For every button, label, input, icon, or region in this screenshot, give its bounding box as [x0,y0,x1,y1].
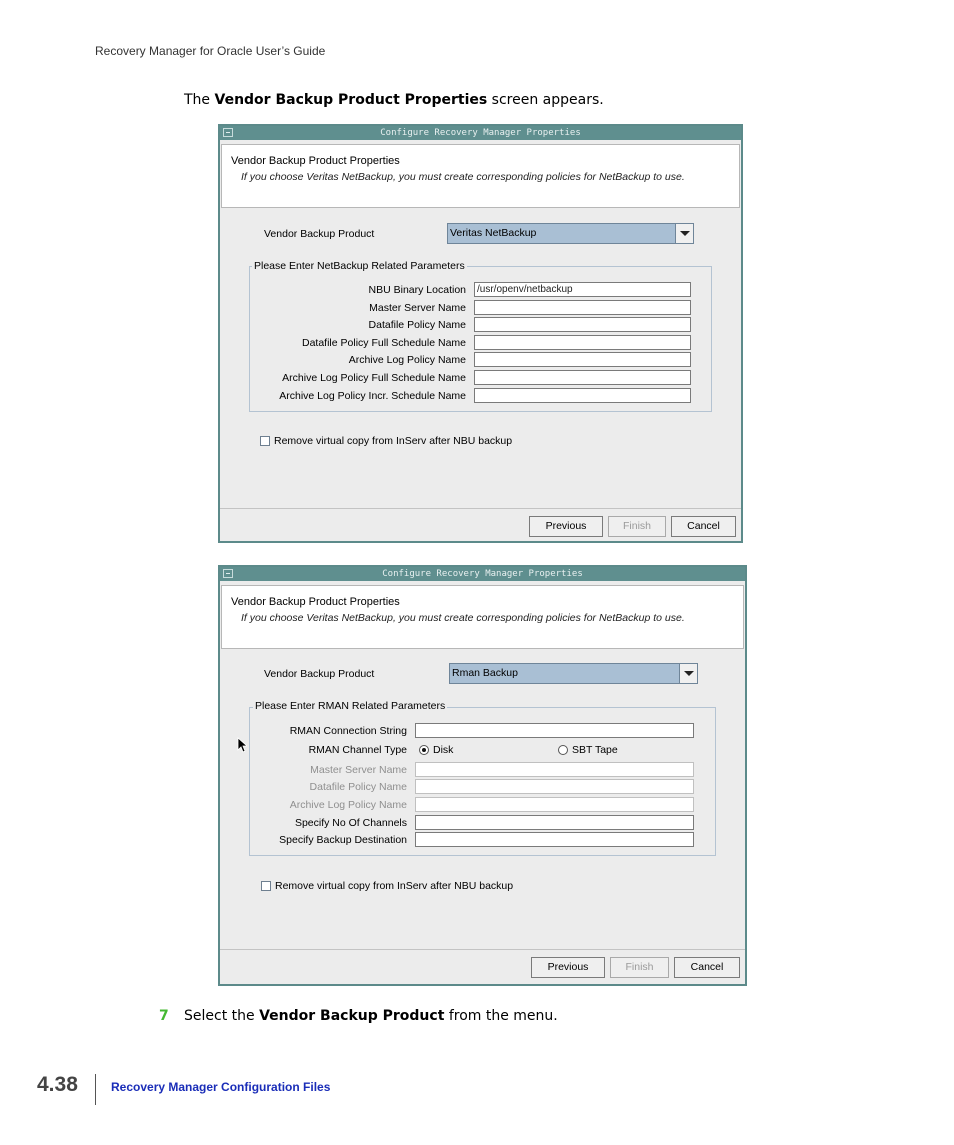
remove-virtual-copy-label: Remove virtual copy from InServ after NBU backup [274,435,513,447]
window-menu-icon[interactable] [223,128,233,137]
radio-disk[interactable] [419,745,429,755]
previous-button[interactable]: Previous [529,516,603,537]
master-server-name-input[interactable] [474,300,691,315]
dialog-netbackup [218,124,743,543]
step-prefix: Select the [184,1008,260,1024]
dialog-title: Configure Recovery Manager Properties [380,128,581,138]
footer-separator [220,949,745,950]
master-server-name-label: Master Server Name [369,302,466,314]
remove-virtual-copy-checkbox[interactable] [260,436,270,446]
radio-sbt-tape-label: SBT Tape [572,744,618,756]
datafile-policy-name-label: Datafile Policy Name [309,781,407,793]
rman-channel-type-label: RMAN Channel Type [308,744,407,756]
intro-prefix: The [184,92,215,108]
cancel-button[interactable]: Cancel [674,957,740,978]
vendor-backup-product-select[interactable] [447,223,694,244]
vendor-select-value: Rman Backup [452,667,518,679]
backup-destination-label: Specify Backup Destination [279,834,407,846]
running-header: Recovery Manager for Oracle User’s Guide [95,44,326,58]
archive-log-policy-name-label: Archive Log Policy Name [348,354,466,366]
nbu-binary-location-label: NBU Binary Location [368,284,466,296]
archive-log-policy-name-input [415,797,694,812]
backup-destination-input[interactable] [415,832,694,847]
archive-log-full-schedule-label: Archive Log Policy Full Schedule Name [282,372,466,384]
header-title: Vendor Backup Product Properties [231,155,400,167]
master-server-name-input [415,762,694,777]
rman-connection-string-input[interactable] [415,723,694,738]
dialog-rman [218,565,747,986]
archive-log-policy-name-input[interactable] [474,352,691,367]
chevron-down-icon[interactable] [679,664,697,683]
dialog-titlebar[interactable] [220,126,741,140]
chevron-down-icon[interactable] [675,224,693,243]
rman-connection-string-label: RMAN Connection String [289,725,407,737]
specify-channels-label: Specify No Of Channels [294,817,407,829]
master-server-name-label: Master Server Name [310,764,407,776]
datafile-full-schedule-input[interactable] [474,335,691,350]
group-title: Please Enter NetBackup Related Parameters [254,260,465,272]
step-bold: Vendor Backup Product [259,1008,445,1024]
archive-log-full-schedule-input[interactable] [474,370,691,385]
finish-button[interactable]: Finish [608,516,666,537]
intro-bold: Vendor Backup Product Properties [214,92,488,108]
cancel-button[interactable]: Cancel [671,516,736,537]
window-menu-icon[interactable] [223,569,233,578]
previous-button[interactable]: Previous [531,957,605,978]
datafile-policy-name-label: Datafile Policy Name [368,319,466,331]
dialog-titlebar[interactable] [220,567,745,581]
remove-virtual-copy-label: Remove virtual copy from InServ after NBU backup [275,880,514,892]
step-number: 7 [159,1008,169,1024]
vendor-select-value: Veritas NetBackup [450,227,537,239]
header-description: If you choose Veritas NetBackup, you must create corresponding policies for NetBackup to use. [241,612,685,624]
finish-button[interactable]: Finish [610,957,669,978]
nbu-binary-location-input[interactable]: /usr/openv/netbackup [474,282,691,297]
radio-sbt-tape[interactable] [558,745,568,755]
intro-suffix: screen appears. [487,92,604,108]
archive-log-policy-name-label: Archive Log Policy Name [289,799,407,811]
footer-separator [220,508,741,509]
mouse-pointer-icon [237,737,247,753]
step-suffix: from the menu. [444,1008,558,1024]
datafile-full-schedule-label: Datafile Policy Full Schedule Name [302,337,466,349]
vendor-label: Vendor Backup Product [264,228,375,240]
dialog-title: Configure Recovery Manager Properties [382,569,583,579]
vendor-backup-product-select[interactable] [449,663,698,684]
page-number: 4.38 [37,1073,78,1096]
section-name: Recovery Manager Configuration Files [111,1080,331,1094]
header-description: If you choose Veritas NetBackup, you must create corresponding policies for NetBackup to use. [241,171,685,183]
remove-virtual-copy-checkbox[interactable] [261,881,271,891]
group-title: Please Enter RMAN Related Parameters [255,700,446,712]
vendor-label: Vendor Backup Product [264,668,375,680]
archive-log-incr-schedule-label: Archive Log Policy Incr. Schedule Name [279,390,466,402]
header-panel [221,144,740,208]
radio-disk-label: Disk [433,744,454,756]
datafile-policy-name-input[interactable] [474,317,691,332]
step-instruction [159,1008,558,1024]
intro-paragraph [184,92,604,108]
archive-log-incr-schedule-input[interactable] [474,388,691,403]
header-panel [221,585,744,649]
footer-divider [95,1074,96,1105]
specify-channels-input[interactable] [415,815,694,830]
header-title: Vendor Backup Product Properties [231,596,400,608]
datafile-policy-name-input [415,779,694,794]
